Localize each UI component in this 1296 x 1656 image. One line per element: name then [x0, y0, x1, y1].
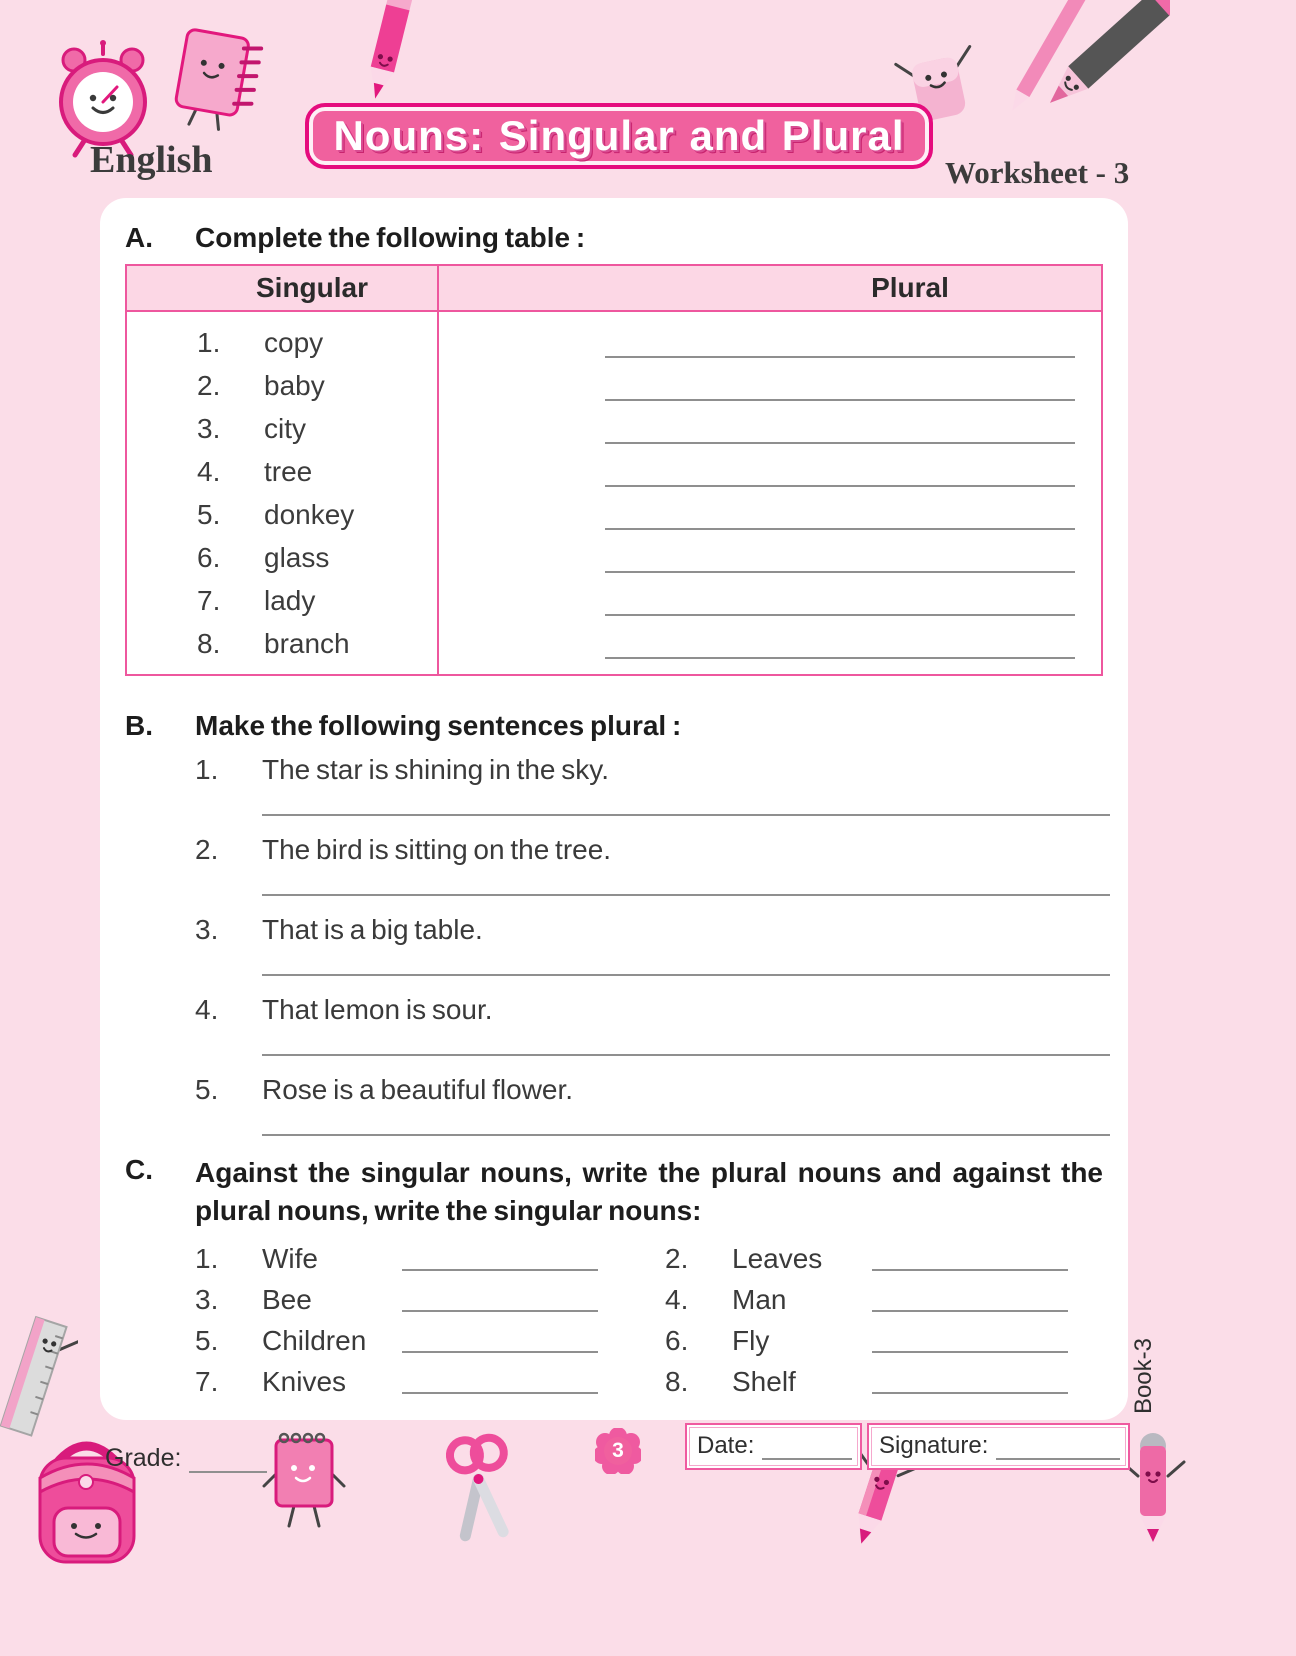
- sentence-item: 4. That lemon is sour.: [125, 992, 1103, 1056]
- table-row: [439, 622, 1101, 665]
- section-a-heading: [125, 222, 1103, 254]
- table-row: 7. lady: [197, 584, 316, 616]
- answer-blank: [262, 1134, 1110, 1136]
- noun-item: 8. Shelf: [614, 1361, 1103, 1402]
- date-label: Date:: [697, 1432, 755, 1459]
- answer-blank: [872, 1247, 1068, 1271]
- subject-label: English: [90, 139, 213, 181]
- section-b-heading: [125, 710, 1103, 742]
- grade-blank: [189, 1451, 267, 1473]
- section-c-heading: [125, 1154, 1103, 1230]
- noun-item: 3. Bee: [125, 1279, 614, 1320]
- signature-blank: [996, 1438, 1120, 1460]
- noun-item: 4. Man: [614, 1279, 1103, 1320]
- answer-blank: [402, 1247, 598, 1271]
- pencil-illustration-top-right: [1005, 0, 1170, 157]
- table-row: 8. branch: [197, 627, 350, 659]
- worksheet-card: [100, 198, 1128, 1420]
- table-row: 5. donkey: [197, 498, 355, 530]
- table-row: [439, 579, 1101, 622]
- noun-item: 2. Leaves: [614, 1238, 1103, 1279]
- answer-blank: [262, 894, 1110, 896]
- table-header-row: [127, 266, 1101, 312]
- noun-item: 7. Knives: [125, 1361, 614, 1402]
- answer-blank: [605, 457, 1075, 487]
- sentence-item: 2. The bird is sitting on the tree.: [125, 832, 1103, 896]
- sentence-item: 1. The star is shining in the sky.: [125, 752, 1103, 816]
- noun-item: 6. Fly: [614, 1320, 1103, 1361]
- table-row: [439, 450, 1101, 493]
- section-b-title: Make the following sentences plural :: [195, 710, 682, 741]
- signature-label: Signature:: [879, 1432, 989, 1459]
- table-row: 1. copy: [197, 326, 324, 358]
- section-a-letter: A.: [125, 222, 153, 253]
- grade-label: Grade:: [105, 1444, 182, 1472]
- answer-blank: [605, 371, 1075, 401]
- table-body: [127, 312, 1101, 674]
- section-c-items: [125, 1238, 1103, 1402]
- answer-blank: [605, 414, 1075, 444]
- title-banner: [305, 103, 933, 169]
- section-c-letter: C.: [125, 1154, 153, 1185]
- table-row: [439, 364, 1101, 407]
- table-row: 3. city: [197, 412, 306, 444]
- answer-blank: [872, 1370, 1068, 1394]
- answer-blank: [262, 1054, 1110, 1056]
- page-number-badge: [595, 1428, 641, 1474]
- noun-item: 1. Wife: [125, 1238, 614, 1279]
- answer-blank: [262, 814, 1110, 816]
- noun-item: 5. Children: [125, 1320, 614, 1361]
- table-row: [439, 407, 1101, 450]
- sentence-item: 3. That is a big table.: [125, 912, 1103, 976]
- answer-blank: [402, 1288, 598, 1312]
- singular-plural-table: [125, 264, 1103, 676]
- plural-column: [439, 312, 1101, 674]
- date-field: [685, 1423, 862, 1470]
- page-title: Nouns: Singular and Plural: [333, 112, 905, 159]
- table-header-plural: Plural: [871, 272, 949, 303]
- table-row: [439, 536, 1101, 579]
- page-number: 3: [612, 1439, 624, 1462]
- answer-blank: [872, 1329, 1068, 1353]
- table-row: 4. tree: [197, 455, 313, 487]
- table-row: [439, 493, 1101, 536]
- notebook-illustration: [168, 20, 268, 145]
- answer-blank: [605, 500, 1075, 530]
- table-header-singular: Singular: [127, 266, 439, 310]
- answer-blank: [605, 586, 1075, 616]
- section-b-letter: B.: [125, 710, 153, 741]
- section-a-title: Complete the following table :: [195, 222, 586, 253]
- grade-field: [105, 1444, 267, 1473]
- answer-blank: [262, 974, 1110, 976]
- signature-field: [867, 1423, 1130, 1470]
- table-row: [439, 321, 1101, 364]
- notepad-character-illustration: [262, 1424, 350, 1544]
- section-b-items: [125, 752, 1103, 1136]
- singular-column: [127, 312, 439, 674]
- section-c-title: Against the singular nouns, write the plural nouns and against the plural nouns, write the singular nouns:: [195, 1157, 1103, 1226]
- answer-blank: [872, 1288, 1068, 1312]
- sentence-item: 5. Rose is a beautiful flower.: [125, 1072, 1103, 1136]
- answer-blank: [605, 328, 1075, 358]
- table-row: 6. glass: [197, 541, 330, 573]
- table-row: 2. baby: [197, 369, 325, 401]
- answer-blank: [402, 1370, 598, 1394]
- answer-blank: [402, 1329, 598, 1353]
- answer-blank: [605, 543, 1075, 573]
- book-label: Book-3: [1130, 1338, 1157, 1415]
- scissors-illustration: [432, 1424, 528, 1555]
- date-blank: [762, 1438, 852, 1460]
- worksheet-number-label: Worksheet - 3: [945, 155, 1130, 190]
- answer-blank: [605, 629, 1075, 659]
